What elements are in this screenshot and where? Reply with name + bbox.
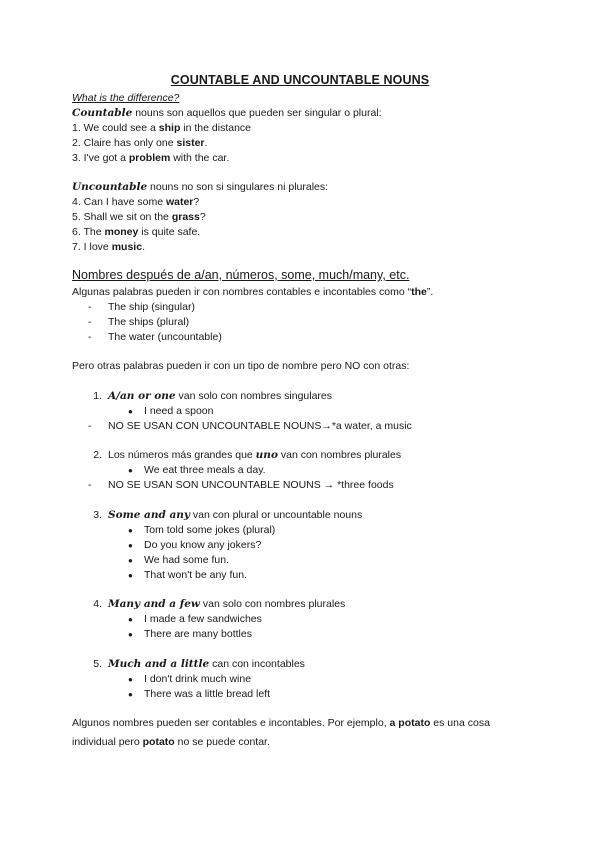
bullet-item: Do you know any jokers? (144, 539, 262, 551)
example-line: 3. I've got a problem with the car. (72, 152, 230, 164)
example-line: 7. I love music. (72, 241, 145, 253)
countable-rest: nouns son aquellos que pueden ser singular o plural: (132, 107, 382, 119)
example-line: 6. The money is quite safe. (72, 226, 201, 238)
dash-marker: - (88, 479, 92, 491)
list-number: 1. (93, 390, 102, 402)
rule-text: A/an or one van solo con nombres singulares (108, 390, 333, 402)
bullet-icon: ● (128, 630, 133, 639)
example-line: 5. Shall we sit on the grass? (72, 211, 206, 223)
list-number: 2. (93, 449, 102, 461)
bullet-icon: ● (128, 571, 133, 580)
example-line: 1. We could see a ship in the distance (72, 122, 252, 134)
bullet-item: I don't drink much wine (144, 673, 252, 685)
subtitle: What is the difference? (72, 92, 180, 104)
bullet-item: I made a few sandwiches (144, 613, 262, 625)
rule-text: Much and a little can con incontables (108, 658, 305, 670)
dash-item: The ship (singular) (108, 301, 195, 313)
rule-text: Los números más grandes que uno van con nombres plurales (108, 449, 402, 461)
uncountable-word: Uncountable (72, 181, 148, 193)
bullet-item: I need a spoon (144, 405, 214, 417)
bullet-item: We had some fun. (144, 554, 230, 566)
closing-paragraph: Algunos nombres pueden ser contables e incontables. Por ejemplo, a potato es una cosa individual pero potato no se puede contar. (72, 717, 490, 748)
list-number: 4. (93, 598, 102, 610)
bullet-item: That won't be any fun. (144, 569, 247, 581)
bullet-icon: ● (128, 407, 133, 416)
section-heading: Nombres después de a/an, números, some, much/many, etc. (72, 268, 410, 282)
bullet-icon: ● (128, 466, 133, 475)
dash-marker: - (88, 316, 92, 328)
rule-note: NO SE USAN CON UNCOUNTABLE NOUNS→*a water, a music (108, 420, 412, 432)
list-number: 3. (93, 509, 102, 521)
bullet-item: We eat three meals a day. (144, 464, 266, 476)
other-words-text: Pero otras palabras pueden ir con un tipo de nombre pero NO con otras: (72, 360, 410, 372)
countable-word: Countable (72, 107, 133, 119)
bullet-item: There are many bottles (144, 628, 252, 640)
bullet-item: There was a little bread left (144, 688, 271, 700)
uncountable-rest: nouns no son si singulares ni plurales: (147, 181, 329, 193)
bullet-icon: ● (128, 526, 133, 535)
bullet-item: Tom told some jokes (plural) (144, 524, 276, 536)
dash-item: The ships (plural) (108, 316, 190, 328)
uncountable-definition (72, 180, 328, 195)
countable-definition (72, 106, 382, 121)
rule-note: NO SE USAN SON UNCOUNTABLE NOUNS → *three foods (108, 479, 394, 491)
rule-text: Many and a few van solo con nombres plurales (108, 598, 346, 610)
example-line: 4. Can I have some water? (72, 196, 200, 208)
dash-marker: - (88, 420, 92, 432)
bullet-icon: ● (128, 541, 133, 550)
bullet-icon: ● (128, 556, 133, 565)
list-number: 5. (93, 658, 102, 670)
rule-text: Some and any van con plural or uncountable nouns (108, 509, 363, 521)
example-line: 2. Claire has only one sister. (72, 137, 208, 149)
bullet-icon: ● (128, 675, 133, 684)
bullet-icon: ● (128, 690, 133, 699)
dash-marker: - (88, 301, 92, 313)
page-title: COUNTABLE AND UNCOUNTABLE NOUNS (170, 73, 430, 87)
section-intro: Algunas palabras pueden ir con nombres contables e incontables como “the”. (72, 286, 434, 298)
dash-item: The water (uncountable) (108, 331, 222, 343)
bullet-icon: ● (128, 615, 133, 624)
dash-marker: - (88, 331, 92, 343)
